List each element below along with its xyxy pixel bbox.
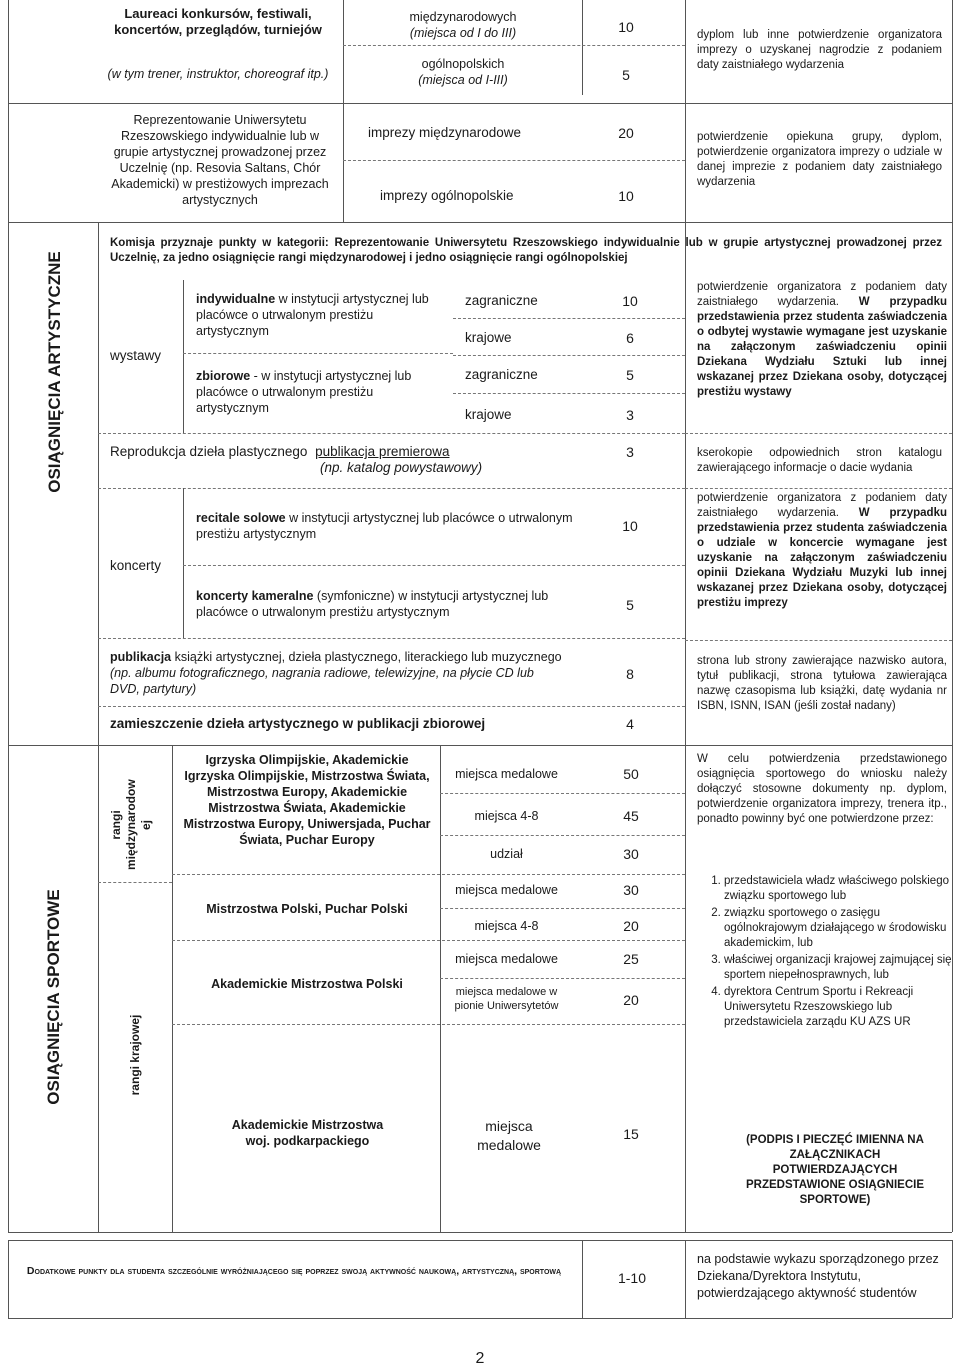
level-intl-events: imprezy międzynarodowe xyxy=(368,125,522,140)
exhibitions-proof: potwierdzenie organizatora z podaniem daty zaistniałego wydarzenia. W przypadku przedstawienia przez studenta zaświadczenia o odbytej wystawie wymagane jest uzyskanie na załączonym zaświadczeniu opinii Dziekana Wydziału Sztuki lub innej wskazanej przez Dziekana osoby, dotyczącej prestiżu wystawy xyxy=(697,281,948,398)
bonus-proof: na podstawie wykazu sporządzonego przez Dziekana/Dyrektora Instytutu, potwierdzającego aktywność studentów xyxy=(697,1252,939,1300)
exh-score-label-1: zagraniczne xyxy=(465,293,538,308)
laureates-title: Laureaci konkursów, festiwali, koncertów, przeglądów, turniejów xyxy=(114,6,322,37)
sport-proof-footer: (PODPIS I PIECZĘĆ IMIENNA NA ZAŁĄCZNIKACH POTWIERDZAJĄCYCH PRZEDSTAWIONE OSIĄGNIECIE SPORTOWE) xyxy=(745,1134,925,1206)
exh-score-label-4: krajowe xyxy=(465,407,512,422)
concerts-proof: potwierdzenie organizatora z podaniem daty zaistniałego wydarzenia. W przypadku przedstawienia przez studenta zaświadczenia o udziale w koncercie wymagane jest uzyskanie na załączonym zaświadczeniu opinii Dziekana Wydziału Muzyki lub innej wskazanej przez Dziekana osoby, dotyczącej prestiżu imprezy xyxy=(697,492,948,609)
publication-points: 8 xyxy=(626,666,634,682)
sport-score-points-2: 45 xyxy=(623,808,639,824)
sport-event-intl: Igrzyska Olimpijskie, Akademickie Igrzyska Olimpijskie, Mistrzostwa Świata, Mistrzostwa Europy, Akademickie Mistrzostwa Świata, Akademickie Mistrzostwa Europy, Uniwersjada, Puchar Świata, Puchar Europy xyxy=(183,753,431,847)
sport-event-regional: Akademickie Mistrzostwa woj. podkarpackiego xyxy=(231,1118,384,1148)
representation-cell: Reprezentowanie Uniwersytetu Rzeszowskiego indywidualnie lub w grupie artystycznej prowadzonej przez Uczelnię (np. Resovia Saltans, Chór Akademicki) w prestiżowych imprezach artystycznych xyxy=(111,113,329,207)
sport-score-points-4: 30 xyxy=(623,882,639,898)
points-natl-events: 10 xyxy=(618,188,634,204)
sport-proof-intro: W celu potwierdzenia przedstawionego osiągnięcia sportowego do wniosku należy dołączyć stosowne dokumenty np. dyplom, potwierdzenie organizatora imprezy, trenera itp., ponadto powinny być one potwierdzone przez: xyxy=(697,753,947,825)
sport-event-pl: Mistrzostwa Polski, Puchar Polski xyxy=(206,902,408,916)
points-laureates-international: 10 xyxy=(618,19,634,35)
reproduction-cell: Reprodukcja dzieła plastycznego publikacja premierowa (np. katalog powystawowy) xyxy=(110,444,483,475)
exh-score-points-3: 5 xyxy=(626,367,634,383)
side-sport-label: OSIĄGNIĘCIA SPORTOWE xyxy=(44,889,63,1105)
sport-natl-label: rangi krajowej xyxy=(128,1014,142,1096)
points-laureates-national: 5 xyxy=(622,67,630,83)
sport-proof-item: 4. dyrektora Centrum Sportu i Rekreacji Uniwersytetu Rzeszowskiego lub przedstawiciela zarządu KU AZS UR xyxy=(724,985,959,1030)
sport-score-label-6: miejsca medalowe xyxy=(455,952,558,966)
concert-recital-points: 10 xyxy=(622,518,638,534)
concert-recital: recitale solowe w instytucji artystycznej lub placówce o utrwalonym prestiżu artystycznym xyxy=(196,511,573,541)
sport-score-label-1: miejsca medalowe xyxy=(455,767,558,781)
sport-score-label-7: miejsca medalowe w pionie Uniwersytetów xyxy=(454,986,559,1012)
sport-score-points-3: 30 xyxy=(623,846,639,862)
exh-score-label-3: zagraniczne xyxy=(465,367,538,382)
page-number: 2 xyxy=(475,1350,485,1367)
laureates-note: (w tym trener, instruktor, choreograf itp.) xyxy=(107,67,329,81)
commission-note: Komisja przyznaje punkty w kategorii: Reprezentowanie Uniwersytetu Rzeszowskiego indywidualnie lub w grupie artystycznej prowadzonej przez Uczelnię, za jedno osiągnięcie rangi międzynarodowej i jedno osiągnięcie rangi ogólnopolskiej xyxy=(110,237,942,264)
sport-proof-item: 1. przedstawiciela władz właściwego polskiego związku sportowego lub xyxy=(724,874,959,904)
sport-event-amp: Akademickie Mistrzostwa Polski xyxy=(211,977,403,991)
sport-proof-list xyxy=(700,874,959,1032)
sport-score-label-8: miejsca medalowe xyxy=(477,1118,541,1153)
sport-score-points-6: 25 xyxy=(623,951,639,967)
sport-score-label-2: miejsca 4-8 xyxy=(474,809,539,823)
collective-proof: strona lub strony zawierające nazwisko autora, tytuł publikacji, strona tytułowa zawierająca nazwę czasopisma lub książki, datę wydania nr ISBN, ISNN, ISAN (jeśli został nadany) xyxy=(697,655,947,712)
exh-score-points-2: 6 xyxy=(626,330,634,346)
exh-score-points-4: 3 xyxy=(626,407,634,423)
sport-score-label-3: udział xyxy=(490,847,523,861)
sport-intl-label: rangi międzynarodow ej xyxy=(109,779,153,870)
sport-score-points-1: 50 xyxy=(623,766,639,782)
laureates-proof: dyplom lub inne potwierdzenie organizatora imprezy o uzyskanej nagrodzie z podaniem daty zaistniałego wydarzenia xyxy=(697,29,942,71)
concert-chamber: koncerty kameralne (symfoniczne) w instytucji artystycznej lub placówce o utrwalonym prestiżu artystycznym xyxy=(196,589,549,619)
bonus-text: Dodatkowe punkty dla studenta szczególnie wyróżniającego się poprzez swoją aktywność naukową, artystyczną, sportową xyxy=(26,1265,562,1277)
exhibitions-label: wystawy xyxy=(110,348,162,363)
exh-score-label-2: krajowe xyxy=(465,330,512,345)
sport-score-points-8: 15 xyxy=(623,1126,639,1142)
reproduction-points: 3 xyxy=(626,444,634,460)
level-national: ogólnopolskich (miejsca od I-III) xyxy=(418,57,508,87)
sport-score-label-4: miejsca medalowe xyxy=(455,883,558,897)
sport-proof-item: 3. właściwej organizacji krajowej zajmującej się sportem niepełnosprawnych, lub xyxy=(724,953,959,983)
publication-cell: publikacja książki artystycznej, dzieła plastycznego, literackiego lub muzycznego (np. albumu fotograficznego, nagrania radiowe, telewizyjne, na płycie CD lub DVD, partytury) xyxy=(110,650,562,696)
level-international: międzynarodowych (miejsca od I do III) xyxy=(409,10,517,40)
concert-chamber-points: 5 xyxy=(626,597,634,613)
sport-score-points-7: 20 xyxy=(623,992,639,1008)
concerts-label: koncerty xyxy=(110,558,162,573)
points-intl-events: 20 xyxy=(618,125,634,141)
reproduction-proof: kserokopie odpowiednich stron katalogu zawierającego informacje o dacie wydania xyxy=(697,447,942,474)
level-natl-events: imprezy ogólnopolskie xyxy=(380,188,514,203)
exh-score-points-1: 10 xyxy=(622,293,638,309)
exhibition-individual: indywidualne w instytucji artystycznej lub placówce o utrwalonym prestiżu artystycznym xyxy=(196,292,429,338)
exhibition-collective: zbiorowe - w instytucji artystycznej lub placówce o utrwalonym prestiżu artystycznym xyxy=(196,369,412,415)
collective-points: 4 xyxy=(626,716,634,732)
sport-score-points-5: 20 xyxy=(623,918,639,934)
representation-proof: potwierdzenie opiekuna grupy, dyplom, potwierdzenie organizatora imprezy o udziale w danej imprezie z podaniem daty zaistniałego wydarzenia xyxy=(697,131,942,188)
sport-score-label-5: miejsca 4-8 xyxy=(474,919,539,933)
collective-cell: zamieszczenie dzieła artystycznego w publikacji zbiorowej xyxy=(110,716,486,731)
sport-proof-item: 2. związku sportowego o zasięgu ogólnokrajowym działającego w środowisku akademickim, lub xyxy=(724,906,959,951)
bonus-points: 1-10 xyxy=(617,1270,647,1286)
side-artistic-label: OSIĄGNIĘCIA ARTYSTYCZNE xyxy=(45,251,64,493)
